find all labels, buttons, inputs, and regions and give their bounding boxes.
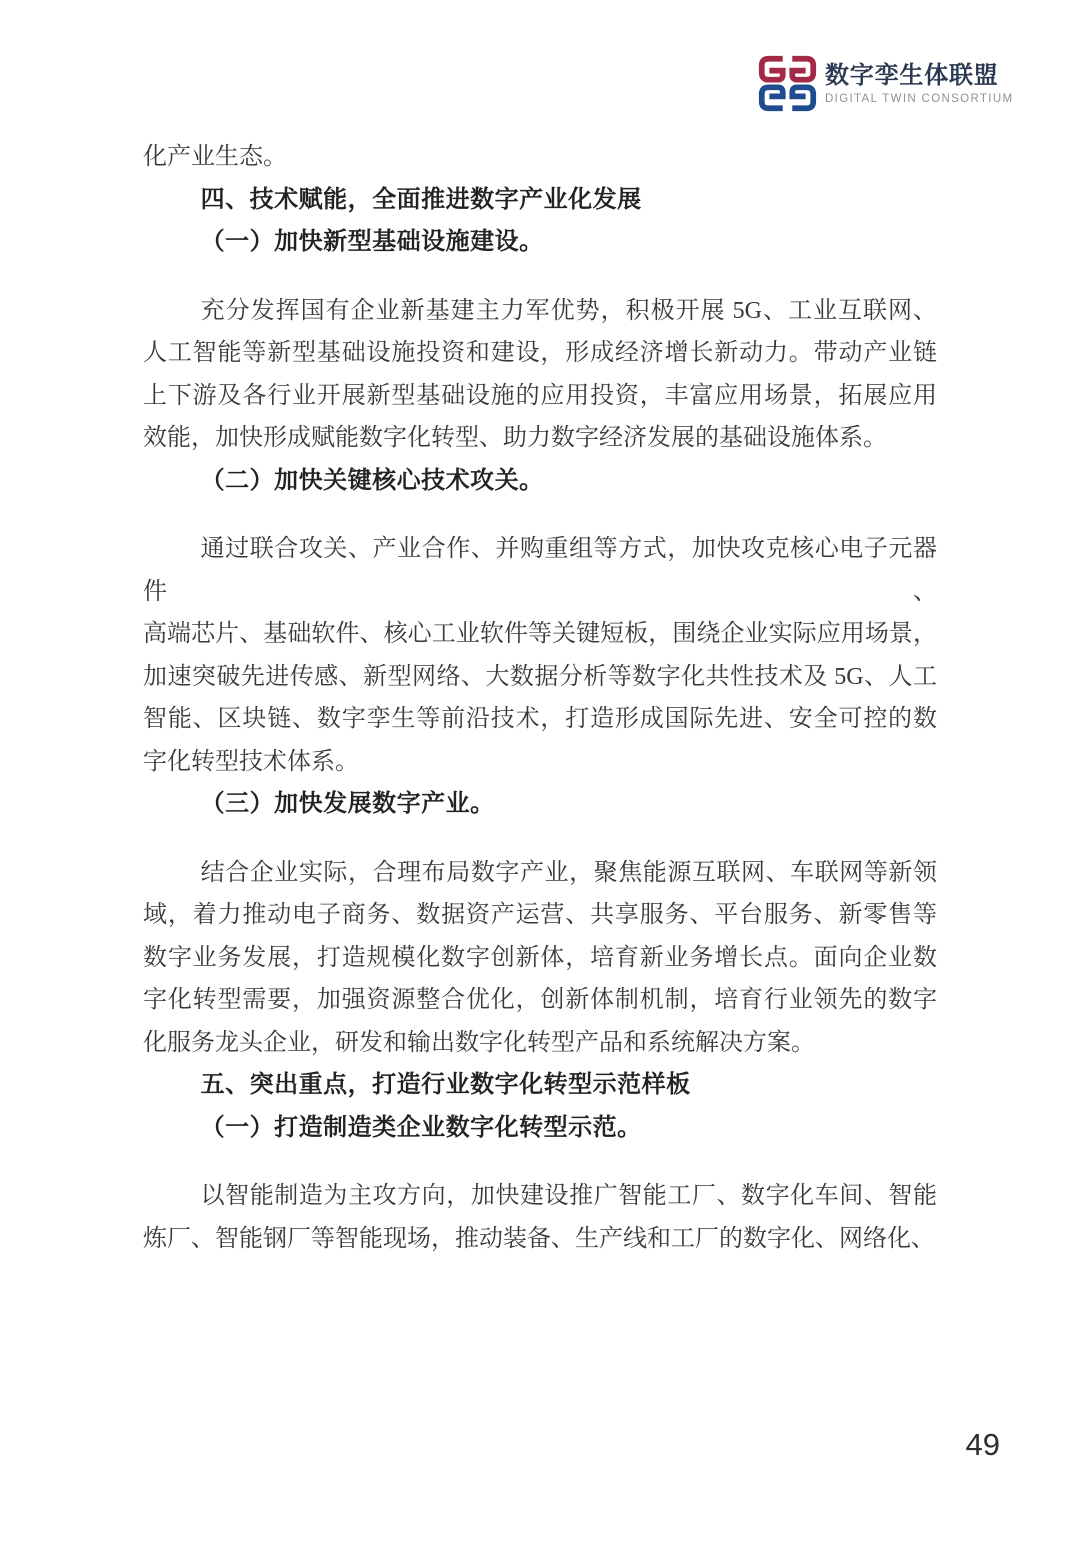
paragraph-line: 效能，加快形成赋能数字化转型、助力数字经济发展的基础设施体系。 (143, 425, 887, 451)
subsection-heading-4-3: （三）加快发展数字产业。 (200, 790, 495, 817)
dtc-logo-icon (757, 53, 818, 114)
page-number: 49 (965, 1427, 1000, 1462)
paragraph-line: 字化转型技术体系。 (143, 748, 359, 775)
paragraph-line: 高端芯片、基础软件、核心工业软件等关键短板，围绕企业实际应用场景， (143, 621, 937, 647)
logo-text-block (825, 62, 1013, 106)
paragraph-4-1 (143, 290, 937, 460)
section-heading-4: 四、技术赋能，全面推进数字产业化发展 (200, 185, 642, 213)
paragraph-line: 人工智能等新型基础设施投资和建设，形成经济增长新动力。带动产业链 (143, 340, 937, 366)
paragraph-line: 域，着力推动电子商务、数据资产运营、共享服务、平台服务、新零售等 (143, 902, 937, 928)
paragraph-line: 结合企业实际，合理布局数字产业，聚焦能源互联网、车联网等新领 (200, 859, 937, 886)
paragraph-line: 智能、区块链、数字孪生等前沿技术，打造形成国际先进、安全可控的数 (143, 706, 937, 732)
header-logo (757, 53, 1013, 114)
paragraph-4-3 (143, 852, 937, 1065)
paragraph-line: 字化转型需要，加强资源整合优化，创新体制机制，培育行业领先的数字 (143, 987, 937, 1013)
section-heading-5: 五、突出重点，打造行业数字化转型示范样板 (200, 1071, 691, 1098)
paragraph-line: 上下游及各行业开展新型基础设施的应用投资，丰富应用场景，拓展应用 (143, 382, 937, 409)
paragraph-line: 通过联合攻关、产业合作、并购重组等方式，加快攻克核心电子元器件、 (143, 536, 937, 605)
intro-paragraph: 化产业生态。 (143, 144, 287, 170)
paragraph-line: 炼厂、智能钢厂等智能现场，推动装备、生产线和工厂的数字化、网络化、 (143, 1225, 935, 1252)
subsection-heading-5-1: （一）打造制造类企业数字化转型示范。 (200, 1113, 642, 1141)
paragraph-line: 化服务龙头企业，研发和输出数字化转型产品和系统解决方案。 (143, 1029, 815, 1056)
subsection-heading-4-2: （二）加快关键核心技术攻关。 (200, 466, 544, 494)
paragraph-line: 数字业务发展，打造规模化数字创新体，培育新业务增长点。面向企业数 (143, 944, 937, 971)
document-body (143, 136, 937, 1260)
subsection-heading-4-1: （一）加快新型基础设施建设。 (200, 228, 544, 255)
logo-subtitle: DIGITAL TWIN CONSORTIUM (825, 92, 1014, 105)
paragraph-5-1 (143, 1175, 937, 1260)
logo-title: 数字孪生体联盟 (825, 61, 999, 89)
paragraph-line: 以智能制造为主攻方向，加快建设推广智能工厂、数字化车间、智能 (200, 1183, 937, 1209)
paragraph-line: 加速突破先进传感、新型网络、大数据分析等数字化共性技术及 5G、人工 (143, 663, 937, 690)
paragraph-4-2 (143, 528, 937, 783)
paragraph-line: 充分发挥国有企业新基建主力军优势，积极开展 5G、工业互联网、 (200, 297, 937, 324)
